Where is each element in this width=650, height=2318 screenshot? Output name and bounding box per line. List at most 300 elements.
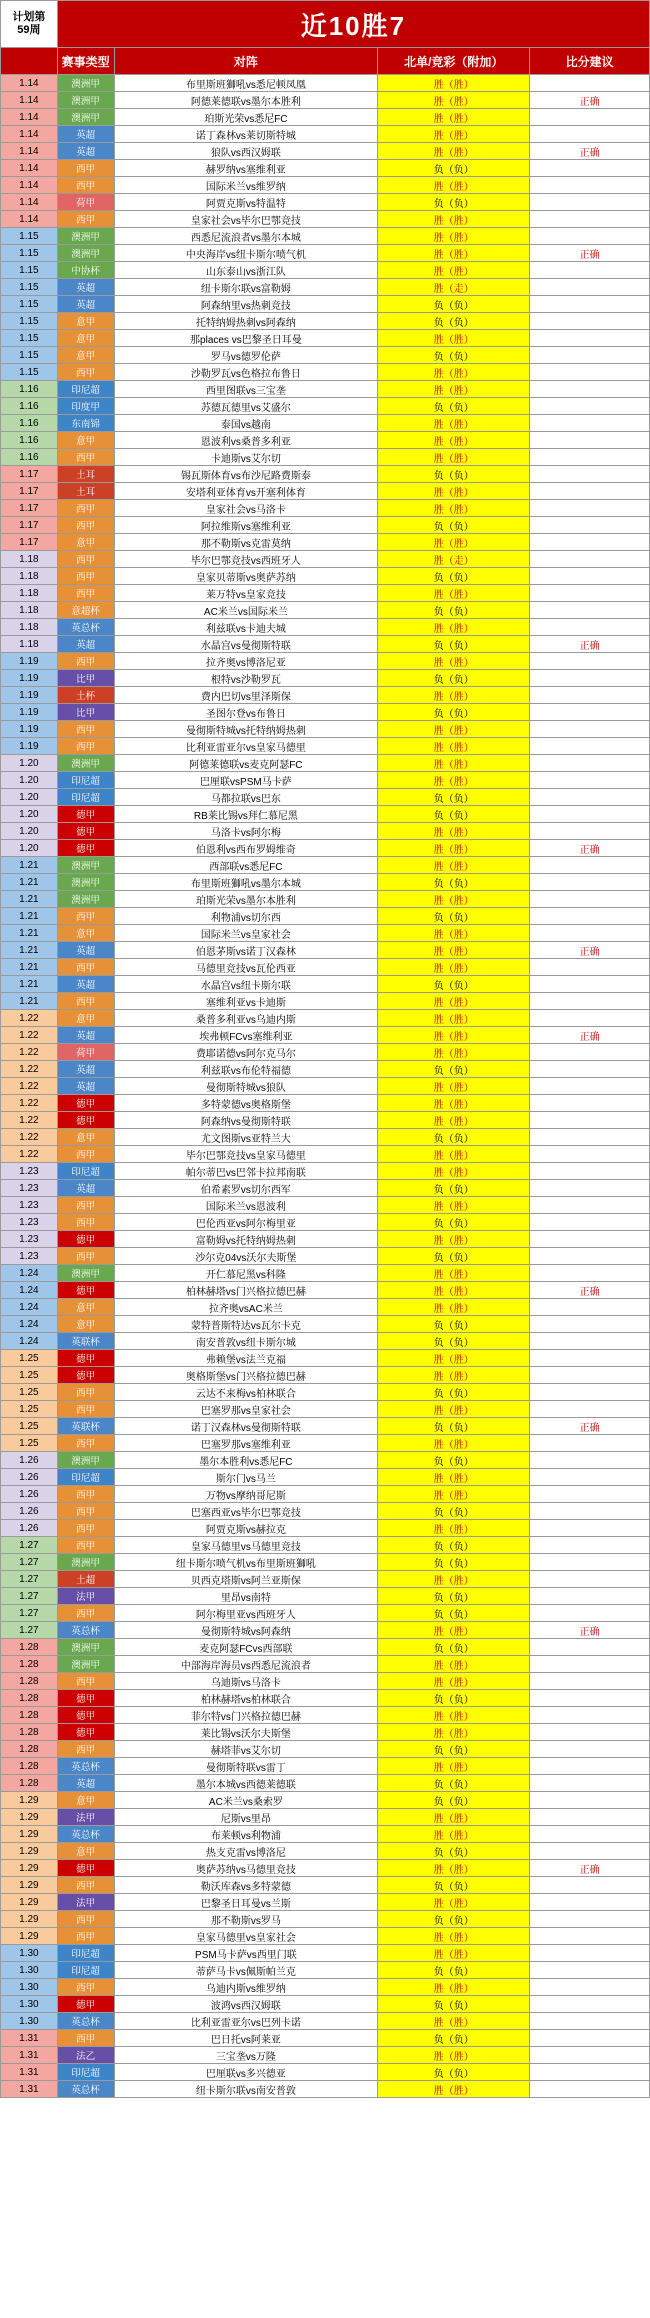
score-advice [530, 2013, 650, 2030]
score-advice [530, 500, 650, 517]
table-row [1, 925, 650, 942]
match-date: 1.18 [1, 602, 58, 619]
score-advice [530, 551, 650, 568]
table-row [1, 976, 650, 993]
match-fixture: 曼彻斯特城vs阿森纳 [114, 1622, 378, 1639]
pick-value: 胜（胜） [378, 1350, 530, 1367]
match-fixture: 布里斯班獅吼vs墨尔本城 [114, 874, 378, 891]
score-advice [530, 789, 650, 806]
match-fixture: 水晶宫vs曼彻斯特联 [114, 636, 378, 653]
match-fixture: 中部海岸海员vs西悉尼流浪者 [114, 1656, 378, 1673]
table-row [1, 1486, 650, 1503]
table-row [1, 2047, 650, 2064]
league-type: 意甲 [57, 330, 114, 347]
league-type: 西甲 [57, 551, 114, 568]
pick-value: 胜（走） [378, 551, 530, 568]
match-fixture: 圣图尔登vs布鲁日 [114, 704, 378, 721]
score-advice [530, 1248, 650, 1265]
league-type: 西甲 [57, 721, 114, 738]
score-advice [530, 1809, 650, 1826]
pick-value: 胜（胜） [378, 483, 530, 500]
score-advice [530, 1673, 650, 1690]
pick-value: 负（负） [378, 1418, 530, 1435]
score-advice: 正确 [530, 942, 650, 959]
pick-value: 负（负） [378, 1384, 530, 1401]
pick-value: 胜（胜） [378, 925, 530, 942]
match-fixture: 皇家马德里vs马德里竞技 [114, 1537, 378, 1554]
league-type: 澳洲甲 [57, 75, 114, 92]
pick-value: 负（负） [378, 1333, 530, 1350]
league-type: 英超 [57, 976, 114, 993]
table-row [1, 194, 650, 211]
match-date: 1.29 [1, 1809, 58, 1826]
match-date: 1.26 [1, 1469, 58, 1486]
match-fixture: 斯尔门vs马兰 [114, 1469, 378, 1486]
pick-value: 胜（胜） [378, 1928, 530, 1945]
table-row [1, 1554, 650, 1571]
table-row [1, 75, 650, 92]
league-type: 法甲 [57, 1894, 114, 1911]
plan-week-cell [1, 1, 58, 48]
match-fixture: 乌迪内斯vs维罗纳 [114, 1979, 378, 1996]
score-advice [530, 109, 650, 126]
match-date: 1.20 [1, 789, 58, 806]
match-date: 1.28 [1, 1639, 58, 1656]
match-date: 1.21 [1, 993, 58, 1010]
match-date: 1.24 [1, 1333, 58, 1350]
match-date: 1.23 [1, 1214, 58, 1231]
table-row [1, 330, 650, 347]
score-advice [530, 1061, 650, 1078]
match-fixture: 比利亚雷亚尔vs皇家马德里 [114, 738, 378, 755]
league-type: 德甲 [57, 1112, 114, 1129]
table-row [1, 1435, 650, 1452]
header-pick: 北单/竞彩（附加） [378, 48, 530, 75]
score-advice [530, 1571, 650, 1588]
score-advice [530, 1452, 650, 1469]
league-type: 印尼超 [57, 1945, 114, 1962]
table-row [1, 1129, 650, 1146]
match-date: 1.14 [1, 109, 58, 126]
match-fixture: 苏德瓦德里vs艾盛尔 [114, 398, 378, 415]
pick-value: 胜（胜） [378, 1571, 530, 1588]
score-advice [530, 602, 650, 619]
league-type: 西甲 [57, 653, 114, 670]
pick-value: 负（负） [378, 1537, 530, 1554]
table-row [1, 619, 650, 636]
match-fixture: 布里斯班獅吼vs悉尼顿凤凰 [114, 75, 378, 92]
table-row [1, 1809, 650, 1826]
table-row [1, 1095, 650, 1112]
table-row [1, 228, 650, 245]
league-type: 西甲 [57, 1197, 114, 1214]
match-fixture: 托特纳姆热刺vs阿森纳 [114, 313, 378, 330]
match-fixture: 阿尔梅里亚vs西班牙人 [114, 1605, 378, 1622]
table-row [1, 721, 650, 738]
match-fixture: 赫塔菲vs艾尔切 [114, 1741, 378, 1758]
score-advice [530, 1707, 650, 1724]
match-date: 1.14 [1, 160, 58, 177]
table-row [1, 670, 650, 687]
score-advice [530, 1367, 650, 1384]
score-advice [530, 211, 650, 228]
match-fixture: 诺丁汉森林vs曼彻斯特联 [114, 1418, 378, 1435]
match-date: 1.20 [1, 755, 58, 772]
match-date: 1.14 [1, 143, 58, 160]
match-fixture: 波鸿vs西汉姆联 [114, 1996, 378, 2013]
league-type: 意甲 [57, 534, 114, 551]
league-type: 澳洲甲 [57, 1639, 114, 1656]
score-advice [530, 891, 650, 908]
score-advice [530, 806, 650, 823]
table-row [1, 415, 650, 432]
table-row [1, 500, 650, 517]
table-row [1, 1231, 650, 1248]
score-advice [530, 1316, 650, 1333]
pick-value: 负（负） [378, 517, 530, 534]
match-fixture: 拉齐奥vs博洛尼亚 [114, 653, 378, 670]
league-type: 德甲 [57, 1996, 114, 2013]
score-advice: 正确 [530, 92, 650, 109]
score-advice: 正确 [530, 245, 650, 262]
league-type: 英总杯 [57, 619, 114, 636]
pick-value: 负（负） [378, 1588, 530, 1605]
match-date: 1.16 [1, 432, 58, 449]
league-type: 西甲 [57, 1384, 114, 1401]
match-fixture: 开仁慕尼黑vs科隆 [114, 1265, 378, 1282]
match-date: 1.17 [1, 500, 58, 517]
pick-value: 胜（胜） [378, 500, 530, 517]
league-type: 法乙 [57, 2047, 114, 2064]
pick-value: 负（负） [378, 398, 530, 415]
pick-value: 胜（胜） [378, 772, 530, 789]
match-date: 1.30 [1, 1996, 58, 2013]
pick-value: 负（负） [378, 670, 530, 687]
score-advice [530, 432, 650, 449]
score-advice [530, 585, 650, 602]
score-advice [530, 1690, 650, 1707]
pick-value: 胜（胜） [378, 653, 530, 670]
score-advice [530, 925, 650, 942]
score-advice [530, 738, 650, 755]
header-type: 赛事类型 [57, 48, 114, 75]
league-type: 意甲 [57, 1316, 114, 1333]
score-advice [530, 1163, 650, 1180]
table-row [1, 483, 650, 500]
score-advice [530, 1197, 650, 1214]
score-advice [530, 755, 650, 772]
match-fixture: AC米兰vs国际米兰 [114, 602, 378, 619]
league-type: 西甲 [57, 500, 114, 517]
table-row [1, 1299, 650, 1316]
match-date: 1.21 [1, 857, 58, 874]
pick-value: 胜（胜） [378, 738, 530, 755]
table-row [1, 1792, 650, 1809]
match-date: 1.23 [1, 1163, 58, 1180]
pick-value: 负（负） [378, 1248, 530, 1265]
league-type: 西甲 [57, 2030, 114, 2047]
pick-value: 负（负） [378, 1061, 530, 1078]
league-type: 英超 [57, 126, 114, 143]
score-advice [530, 1520, 650, 1537]
match-fixture: 赫罗纳vs塞维利亚 [114, 160, 378, 177]
score-advice [530, 1877, 650, 1894]
pick-value: 负（负） [378, 1741, 530, 1758]
score-advice [530, 1639, 650, 1656]
match-fixture: 阿德莱德联vs麦克阿瑟FC [114, 755, 378, 772]
score-advice [530, 1299, 650, 1316]
table-row [1, 1384, 650, 1401]
league-type: 西甲 [57, 364, 114, 381]
match-date: 1.17 [1, 466, 58, 483]
table-row [1, 466, 650, 483]
match-date: 1.26 [1, 1452, 58, 1469]
league-type: 英超 [57, 143, 114, 160]
pick-value: 负（负） [378, 2064, 530, 2081]
match-fixture: 皇家马德里vs皇家社会 [114, 1928, 378, 1945]
league-type: 英超 [57, 1078, 114, 1095]
match-fixture: RB莱比锡vs拜仁慕尼黑 [114, 806, 378, 823]
match-fixture: 里昂vs南特 [114, 1588, 378, 1605]
score-advice [530, 653, 650, 670]
score-advice [530, 1010, 650, 1027]
league-type: 澳洲甲 [57, 874, 114, 891]
match-date: 1.16 [1, 398, 58, 415]
table-row [1, 126, 650, 143]
league-type: 荷甲 [57, 1044, 114, 1061]
match-fixture: 阿拉维斯vs塞维利亚 [114, 517, 378, 534]
table-row [1, 2064, 650, 2081]
table-row [1, 1316, 650, 1333]
league-type: 德甲 [57, 1690, 114, 1707]
score-advice [530, 670, 650, 687]
match-date: 1.25 [1, 1384, 58, 1401]
pick-value: 胜（胜） [378, 1095, 530, 1112]
league-type: 西甲 [57, 1146, 114, 1163]
match-date: 1.23 [1, 1180, 58, 1197]
match-fixture: 那不勒斯vs克雷莫纳 [114, 534, 378, 551]
league-type: 西甲 [57, 517, 114, 534]
score-advice [530, 449, 650, 466]
match-date: 1.28 [1, 1707, 58, 1724]
table-row [1, 296, 650, 313]
pick-value: 负（负） [378, 1843, 530, 1860]
match-date: 1.29 [1, 1894, 58, 1911]
pick-value: 负（负） [378, 347, 530, 364]
league-type: 西甲 [57, 1537, 114, 1554]
match-date: 1.21 [1, 925, 58, 942]
match-date: 1.18 [1, 551, 58, 568]
match-fixture: 奥萨苏纳vs马德里竞技 [114, 1860, 378, 1877]
match-date: 1.15 [1, 296, 58, 313]
pick-value: 胜（胜） [378, 1146, 530, 1163]
score-advice [530, 823, 650, 840]
table-row [1, 857, 650, 874]
score-advice [530, 2081, 650, 2098]
table-row [1, 1537, 650, 1554]
table-row [1, 993, 650, 1010]
match-date: 1.19 [1, 704, 58, 721]
table-row [1, 1503, 650, 1520]
pick-value: 负（负） [378, 1503, 530, 1520]
table-header-row [1, 48, 650, 75]
table-row [1, 653, 650, 670]
league-type: 德甲 [57, 1860, 114, 1877]
pick-value: 胜（胜） [378, 1401, 530, 1418]
score-advice [530, 1979, 650, 1996]
pick-value: 负（负） [378, 976, 530, 993]
match-date: 1.17 [1, 534, 58, 551]
match-date: 1.25 [1, 1435, 58, 1452]
table-row [1, 1265, 650, 1282]
pick-value: 胜（胜） [378, 2081, 530, 2098]
table-row [1, 364, 650, 381]
table-row [1, 1197, 650, 1214]
table-row [1, 1741, 650, 1758]
league-type: 澳洲甲 [57, 1656, 114, 1673]
match-fixture: 伯希素罗vs切尔西军 [114, 1180, 378, 1197]
pick-value: 胜（胜） [378, 177, 530, 194]
score-advice [530, 262, 650, 279]
score-advice [530, 1962, 650, 1979]
match-fixture: 巴塞罗那vs塞维利亚 [114, 1435, 378, 1452]
league-type: 印尼超 [57, 1163, 114, 1180]
table-row [1, 1605, 650, 1622]
match-fixture: 卡迪斯vs艾尔切 [114, 449, 378, 466]
match-date: 1.22 [1, 1010, 58, 1027]
table-row [1, 517, 650, 534]
match-date: 1.25 [1, 1401, 58, 1418]
table-row [1, 262, 650, 279]
score-advice [530, 1469, 650, 1486]
pick-value: 胜（胜） [378, 1622, 530, 1639]
match-fixture: 比利亚雷亚尔vs巴列卡诺 [114, 2013, 378, 2030]
league-type: 中协杯 [57, 262, 114, 279]
match-date: 1.30 [1, 1962, 58, 1979]
match-fixture: 西部联vs悉尼FC [114, 857, 378, 874]
match-date: 1.15 [1, 330, 58, 347]
match-date: 1.15 [1, 279, 58, 296]
table-row [1, 1350, 650, 1367]
match-date: 1.19 [1, 738, 58, 755]
pick-value: 胜（胜） [378, 245, 530, 262]
table-row [1, 1214, 650, 1231]
score-advice [530, 1588, 650, 1605]
league-type: 英超 [57, 942, 114, 959]
table-row [1, 789, 650, 806]
league-type: 法甲 [57, 1809, 114, 1826]
pick-value: 胜（胜） [378, 1299, 530, 1316]
match-fixture: 罗马vs德罗伦萨 [114, 347, 378, 364]
match-fixture: 蒂萨马卡vs佩斯帕兰克 [114, 1962, 378, 1979]
match-fixture: 伯恩茅斯vs诺丁汉森林 [114, 942, 378, 959]
pick-value: 负（负） [378, 602, 530, 619]
pick-value: 胜（胜） [378, 228, 530, 245]
score-advice [530, 1350, 650, 1367]
pick-value: 负（负） [378, 704, 530, 721]
match-fixture: 巴伦西亚vs阿尔梅里亚 [114, 1214, 378, 1231]
match-fixture: 毕尔巴鄂竞技vs西班牙人 [114, 551, 378, 568]
match-fixture: 勒沃库森vs多特蒙德 [114, 1877, 378, 1894]
league-type: 澳洲甲 [57, 755, 114, 772]
league-type: 澳洲甲 [57, 1452, 114, 1469]
match-fixture: 巴日托vs阿莱亚 [114, 2030, 378, 2047]
table-row [1, 1078, 650, 1095]
match-fixture: 伯恩利vs西布罗姆维奇 [114, 840, 378, 857]
match-date: 1.28 [1, 1690, 58, 1707]
plan-week-line2: 59周 [17, 24, 41, 36]
score-advice [530, 1741, 650, 1758]
match-date: 1.22 [1, 1027, 58, 1044]
table-row [1, 1945, 650, 1962]
league-type: 德甲 [57, 1350, 114, 1367]
score-advice [530, 364, 650, 381]
match-fixture: 蒙特普斯特达vs瓦尔卡克 [114, 1316, 378, 1333]
score-advice [530, 415, 650, 432]
match-date: 1.27 [1, 1588, 58, 1605]
table-row [1, 1928, 650, 1945]
score-advice [530, 279, 650, 296]
league-type: 德甲 [57, 1724, 114, 1741]
table-row [1, 2081, 650, 2098]
pick-value: 负（负） [378, 874, 530, 891]
pick-value: 负（负） [378, 1792, 530, 1809]
score-advice [530, 993, 650, 1010]
match-date: 1.14 [1, 75, 58, 92]
match-fixture: 水晶宫vs纽卡斯尔联 [114, 976, 378, 993]
match-fixture: 国际米兰vs皇家社会 [114, 925, 378, 942]
pick-value: 胜（胜） [378, 1809, 530, 1826]
match-fixture: 尤文图斯vs亚特兰大 [114, 1129, 378, 1146]
match-date: 1.29 [1, 1860, 58, 1877]
table-body [1, 75, 650, 2098]
pick-value: 胜（胜） [378, 2047, 530, 2064]
score-advice [530, 1044, 650, 1061]
match-date: 1.21 [1, 891, 58, 908]
match-fixture: 巴厘联vs多兴德亚 [114, 2064, 378, 2081]
table-row [1, 347, 650, 364]
match-date: 1.28 [1, 1775, 58, 1792]
pick-value: 胜（胜） [378, 1163, 530, 1180]
match-date: 1.23 [1, 1248, 58, 1265]
page-title: 近10胜7 [57, 1, 649, 48]
table-row [1, 1877, 650, 1894]
plan-week-line1: 计划第 [12, 11, 46, 23]
match-date: 1.20 [1, 806, 58, 823]
pick-value: 负（负） [378, 1554, 530, 1571]
score-advice [530, 1112, 650, 1129]
table-row [1, 891, 650, 908]
pick-value: 胜（胜） [378, 1758, 530, 1775]
league-type: 西甲 [57, 738, 114, 755]
match-date: 1.18 [1, 568, 58, 585]
league-type: 西甲 [57, 211, 114, 228]
match-fixture: 阿森纳里vs热刺竞技 [114, 296, 378, 313]
match-date: 1.17 [1, 517, 58, 534]
pick-value: 胜（胜） [378, 942, 530, 959]
league-type: 西甲 [57, 1928, 114, 1945]
match-fixture: 纽卡斯尔联vs南安普敦 [114, 2081, 378, 2098]
score-advice [530, 517, 650, 534]
match-fixture: 莱万特vs皇家竞技 [114, 585, 378, 602]
match-fixture: 沙尔克04vs沃尔夫斯堡 [114, 1248, 378, 1265]
pick-value: 胜（胜） [378, 1027, 530, 1044]
score-advice [530, 1758, 650, 1775]
league-type: 意甲 [57, 1129, 114, 1146]
match-fixture: 珀斯光荣vs墨尔本胜利 [114, 891, 378, 908]
league-type: 德甲 [57, 1282, 114, 1299]
table-row [1, 177, 650, 194]
